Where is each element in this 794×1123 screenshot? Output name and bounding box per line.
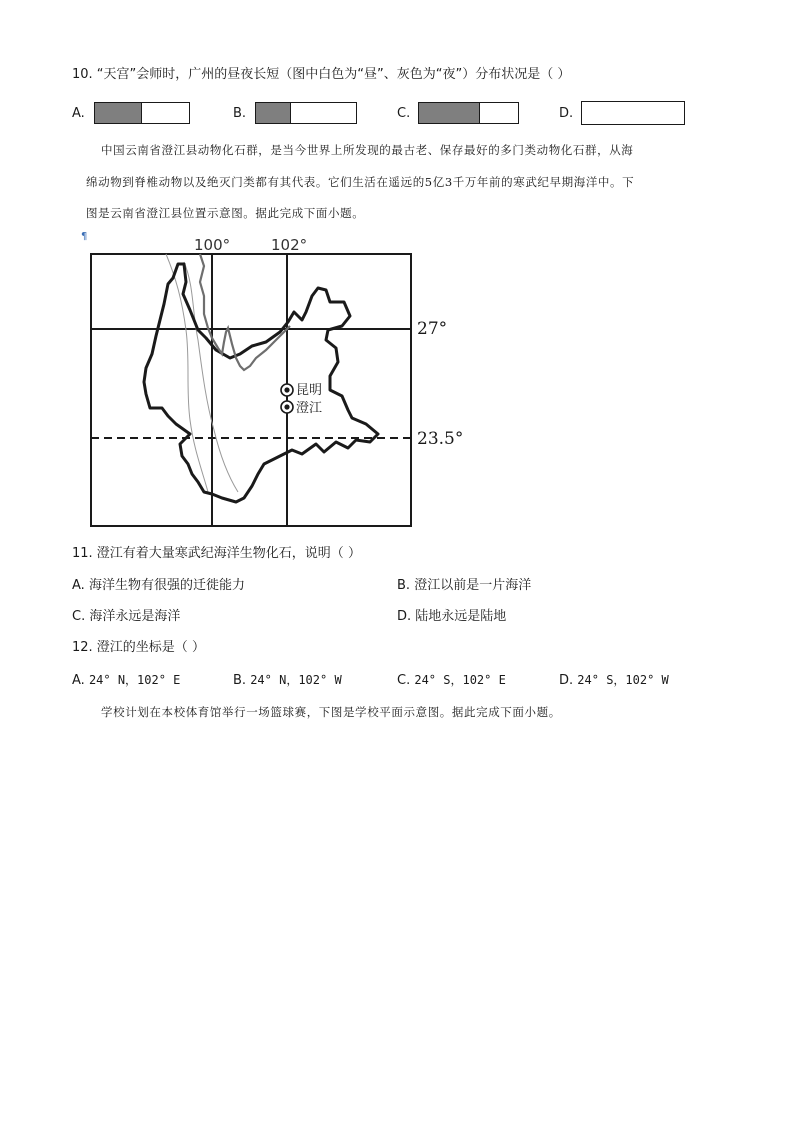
option-letter: B. bbox=[233, 673, 247, 688]
option-text: 24° S，102° W bbox=[577, 673, 669, 687]
option-letter: C. bbox=[72, 609, 86, 624]
option-text: 海洋永远是海洋 bbox=[89, 609, 181, 624]
option-letter: C. bbox=[397, 673, 411, 688]
option-letter: A. bbox=[72, 673, 85, 688]
paragraph-mark: ¶ bbox=[81, 231, 88, 242]
passage-1-line-2: 绵动物到脊椎动物以及绝灭门类都有其代表。它们生活在遥远的5亿3千万年前的寒武纪早期海洋中。下 bbox=[86, 175, 635, 189]
gray-boundary bbox=[200, 254, 290, 370]
q12-option-c[interactable] bbox=[397, 671, 506, 690]
q11-option-b[interactable] bbox=[397, 577, 531, 595]
question-11-stem: 11. 澄江有着大量寒武纪海洋生物化石，说明（ ） bbox=[72, 546, 361, 561]
q10-option-b-bar[interactable] bbox=[255, 102, 357, 124]
yunnan-location-map bbox=[80, 230, 480, 530]
option-letter: D. bbox=[559, 673, 574, 688]
option-text: 24° N，102° E bbox=[88, 673, 181, 687]
kunming-label: 昆明 bbox=[296, 383, 323, 398]
passage-2: 学校计划在本校体育馆举行一场篮球赛，下图是学校平面示意图。据此完成下面小题。 bbox=[101, 705, 561, 719]
q10-option-c-letter: C. bbox=[397, 106, 411, 121]
night-segment bbox=[256, 103, 291, 123]
passage-1-line-3: 图是云南省澄江县位置示意图。据此完成下面小题。 bbox=[86, 206, 365, 220]
night-segment bbox=[95, 103, 142, 123]
lat-label-23-5: 23.5° bbox=[417, 429, 464, 449]
option-letter: A. bbox=[72, 578, 85, 593]
option-text: 陆地永远是陆地 bbox=[415, 609, 507, 624]
q12-option-d[interactable] bbox=[559, 671, 669, 690]
q10-option-d-letter: D. bbox=[559, 106, 574, 121]
q10-option-a-bar[interactable] bbox=[94, 102, 190, 124]
q12-option-a[interactable] bbox=[72, 671, 180, 690]
option-letter: D. bbox=[397, 609, 412, 624]
kunming-marker bbox=[281, 384, 293, 396]
q11-option-a[interactable] bbox=[72, 577, 245, 595]
question-10-stem: 10. “天宫”会师时，广州的昼夜长短（图中白色为“昼”、灰色为“夜”）分布状况是（ ） bbox=[72, 67, 571, 82]
lat-label-27: 27° bbox=[417, 319, 448, 339]
q10-option-a-letter: A. bbox=[72, 106, 85, 121]
q11-option-d[interactable] bbox=[397, 608, 506, 626]
night-segment bbox=[419, 103, 480, 123]
option-text: 24° S，102° E bbox=[414, 673, 506, 687]
option-text: 澄江以前是一片海洋 bbox=[414, 578, 532, 593]
option-text: 海洋生物有很强的迁徙能力 bbox=[88, 578, 245, 593]
chengjiang-marker bbox=[281, 401, 293, 413]
question-12-stem: 12. 澄江的坐标是（ ） bbox=[72, 640, 205, 655]
lon-label-100: 100° bbox=[194, 236, 231, 254]
option-text: 24° N，102° W bbox=[250, 673, 342, 687]
q10-option-b-letter: B. bbox=[233, 106, 247, 121]
q12-option-b[interactable] bbox=[233, 671, 342, 690]
q11-option-c[interactable] bbox=[72, 608, 180, 626]
passage-1-line-1: 中国云南省澄江县动物化石群，是当今世界上所发现的最古老、保存最好的多门类动物化石群，从海 bbox=[101, 143, 634, 157]
q10-option-d-bar[interactable] bbox=[581, 101, 685, 125]
lon-label-102: 102° bbox=[271, 236, 308, 254]
option-letter: B. bbox=[397, 578, 411, 593]
q10-option-c-bar[interactable] bbox=[418, 102, 519, 124]
chengjiang-label: 澄江 bbox=[296, 401, 323, 416]
province-outline bbox=[144, 264, 378, 502]
